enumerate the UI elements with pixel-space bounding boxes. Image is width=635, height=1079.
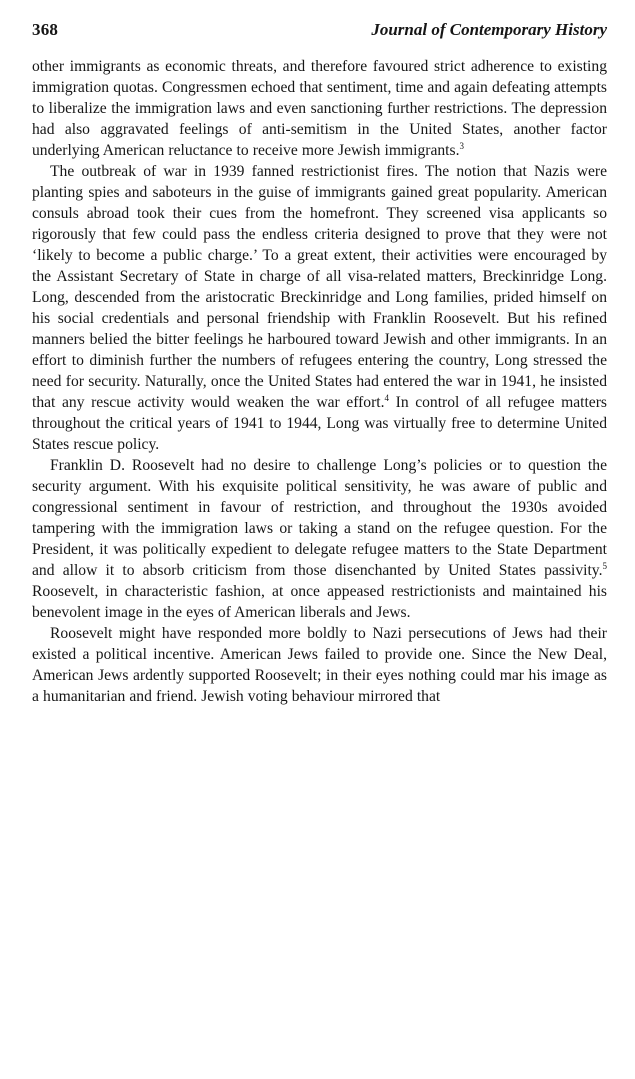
footnote-marker-5: 5: [602, 561, 607, 571]
paragraph-3-text-after: Roosevelt, in characteristic fashion, at once appeased restrictionists and maintained his benevolent image in the eyes of American liberals and Jews.: [32, 583, 607, 621]
body-text: [32, 56, 607, 707]
paragraph-2-text-after: In control of all refugee matters throughout the critical years of 1941 to 1944, Long was virtually free to determine United States rescue policy.: [32, 394, 607, 453]
paragraph-1: [32, 56, 607, 161]
paragraph-3: [32, 455, 607, 623]
paragraph-4-text: Roosevelt might have responded more boldly to Nazi persecutions of Jews had their existed a political incentive. American Jews failed to provide one. Since the New Deal, American Jews ardently supported Roosevelt; in their eyes nothing could mar his image as a humanitarian and friend. Jewish voting behaviour mirrored that: [32, 625, 607, 705]
footnote-marker-3: 3: [459, 141, 464, 151]
page-number: 368: [32, 20, 59, 39]
running-header: [32, 20, 607, 46]
paragraph-4: [32, 623, 607, 707]
paragraph-1-text: other immigrants as economic threats, and therefore favoured strict adherence to existing immigration quotas. Congressmen echoed that sentiment, time and again defeating attempts to liberalize the immigration laws and even sanctioning further restrictions. The depression had also aggravated feelings of anti-semitism in the United States, another factor underlying American reluctance to receive more Jewish immigrants.: [32, 58, 607, 159]
paragraph-2-text: The outbreak of war in 1939 fanned restrictionist fires. The notion that Nazis were planting spies and saboteurs in the guise of immigrants gained great popularity. American consuls abroad took their cues from the homefront. They screened visa applicants so rigorously that few could pass the endless criteria designed to prove that they were not ‘likely to become a public charge.’ To a great extent, their activities were encouraged by the Assistant Secretary of State in charge of all visa-related matters, Breckinridge Long. Long, descended from the aristocratic Breckinridge and Long families, prided himself on his social credentials and personal friendship with Franklin Roosevelt. But his refined manners belied the bitter feelings he harboured toward Jewish and other immigrants. In an effort to diminish further the numbers of refugees entering the country, Long stressed the need for security. Naturally, once the United States had entered the war in 1941, he insisted that any rescue activity would weaken the war effort.: [32, 163, 607, 411]
paragraph-2: [32, 161, 607, 455]
footnote-marker-4: 4: [384, 393, 390, 403]
paragraph-3-text: Franklin D. Roosevelt had no desire to challenge Long’s policies or to question the security argument. With his exquisite political sensitivity, he was aware of public and congressional sentiment in favour of restriction, and throughout the 1930s avoided tampering with the immigration laws or taking a stand on the refugee question. For the President, it was politically expedient to delegate refugee matters to the State Department and allow it to absorb criticism from those disenchanted by United States passivity.: [32, 457, 607, 579]
journal-title: Journal of Contemporary History: [371, 20, 607, 39]
